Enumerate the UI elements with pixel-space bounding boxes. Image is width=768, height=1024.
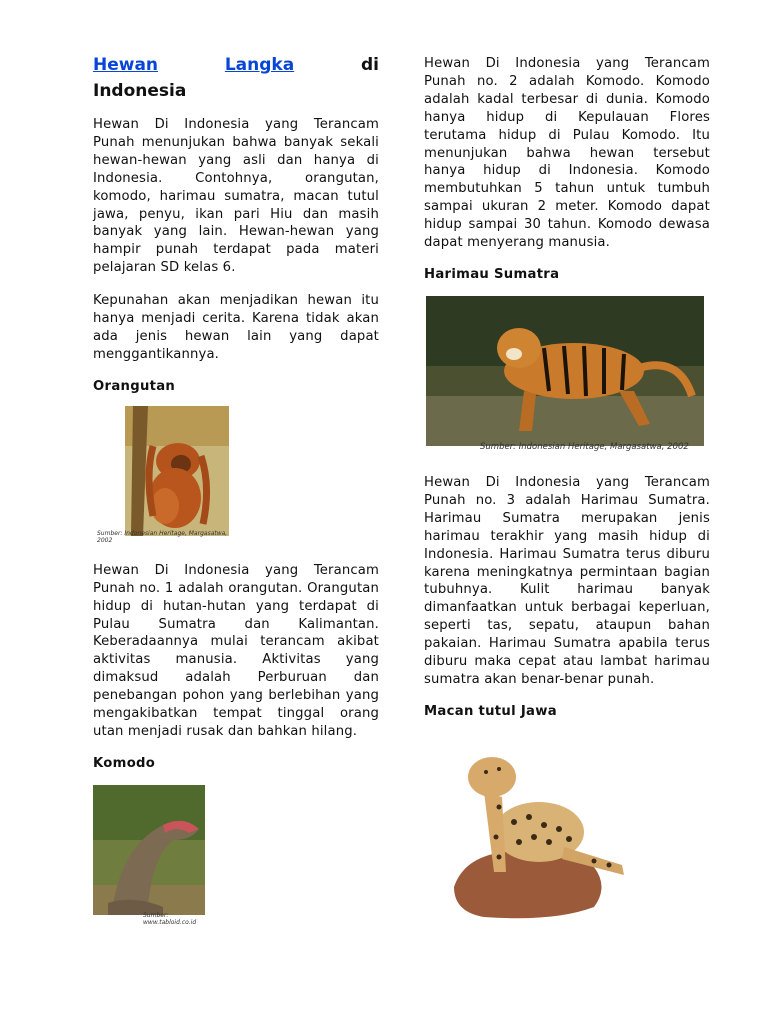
heading-orangutan: Orangutan: [93, 378, 176, 394]
title-link-langka[interactable]: Langka: [224, 55, 295, 75]
harimau-paragraph: Hewan Di Indonesia yang Terancam Punah no. 3 adalah Harimau Sumatra. Harimau Sumatra merupakan jenis harimau terakhir yang masih hidup di Indonesia. Harimau Sumatra terus diburu karena meningkatnya permintaan bagian tubuhnya. Kulit harimau banyak dimanfaatkan untuk berbagai keperluan, seperti tas, sepatu, ataupun bahan pakaian. Harimau Sumatra apabila terus diburu maka cepat atau lambat harimau sumatra akan benar-benar punah.: [424, 474, 710, 687]
komodo-image: [93, 785, 211, 930]
leopard-image: [444, 737, 644, 927]
heading-harimau: Harimau Sumatra: [424, 266, 560, 282]
intro-paragraph-2: Kepunahan akan menjadikan hewan itu hanya menjadi cerita. Karena tidak akan ada jenis hewan lain yang dapat menggantikannya.: [93, 293, 379, 362]
orangutan-caption: Sumber: Indonesian Heritage, Margasatwa, 2002: [97, 529, 228, 544]
title-line-2: Indonesia: [93, 81, 187, 101]
komodo-paragraph: Hewan Di Indonesia yang Terancam Punah no. 2 adalah Komodo. Komodo adalah kadal terbesar di dunia. Komodo hanya hidup di Kepulauan Flores terutama hidup di Pulau Komodo. Itu menunjukan bahwa hewan tersebut hanya hidup di Indonesia. Komodo membutuhkan 5 tahun untuk tumbuh sampai ukuran 2 meter. Komodo dapat hidup sampai 30 tahun. Komodo dewasa dapat menyerang manusia.: [424, 56, 710, 251]
title-word-di: di: [361, 55, 379, 75]
heading-komodo: Komodo: [93, 755, 156, 771]
heading-macan-tutul: Macan tutul Jawa: [424, 703, 557, 719]
intro-paragraph-1: Hewan Di Indonesia yang Terancam Punah menunjukan bahwa banyak sekali hewan-hewan yang asli dan hanya di Indonesia. Contohnya, orangutan, komodo, harimau sumatra, macan tutul jawa, penyu, ikan pari Hiu dan masih banyak yang lain. Hewan-hewan yang hampir punah terdapat pada materi pelajaran SD kelas 6.: [93, 117, 379, 276]
orangutan-paragraph: Hewan Di Indonesia yang Terancam Punah no. 1 adalah orangutan. Orangutan hidup di hutan-hutan yang terdapat di Pulau Sumatra dan Kalimantan. Keberadaannya mulai terancam akibat aktivitas manusia. Aktivitas yang dimaksud adalah Perburuan dan penebangan pohon yang berlebihan yang mengakibatkan tempat tinggal orang utan menjadi rusak dan bahkan hilang.: [93, 562, 379, 739]
right-column: [424, 55, 710, 927]
tiger-caption: Sumber: Indonesian Heritage, Margasatwa, 2002: [480, 441, 689, 452]
tiger-image: [424, 296, 710, 456]
orangutan-image: [93, 406, 243, 546]
komodo-caption: Sumber: www.tabloid.co.id: [143, 911, 197, 926]
left-column: [93, 52, 379, 930]
title-link-hewan[interactable]: Hewan: [93, 55, 159, 75]
page-title: [93, 52, 379, 104]
